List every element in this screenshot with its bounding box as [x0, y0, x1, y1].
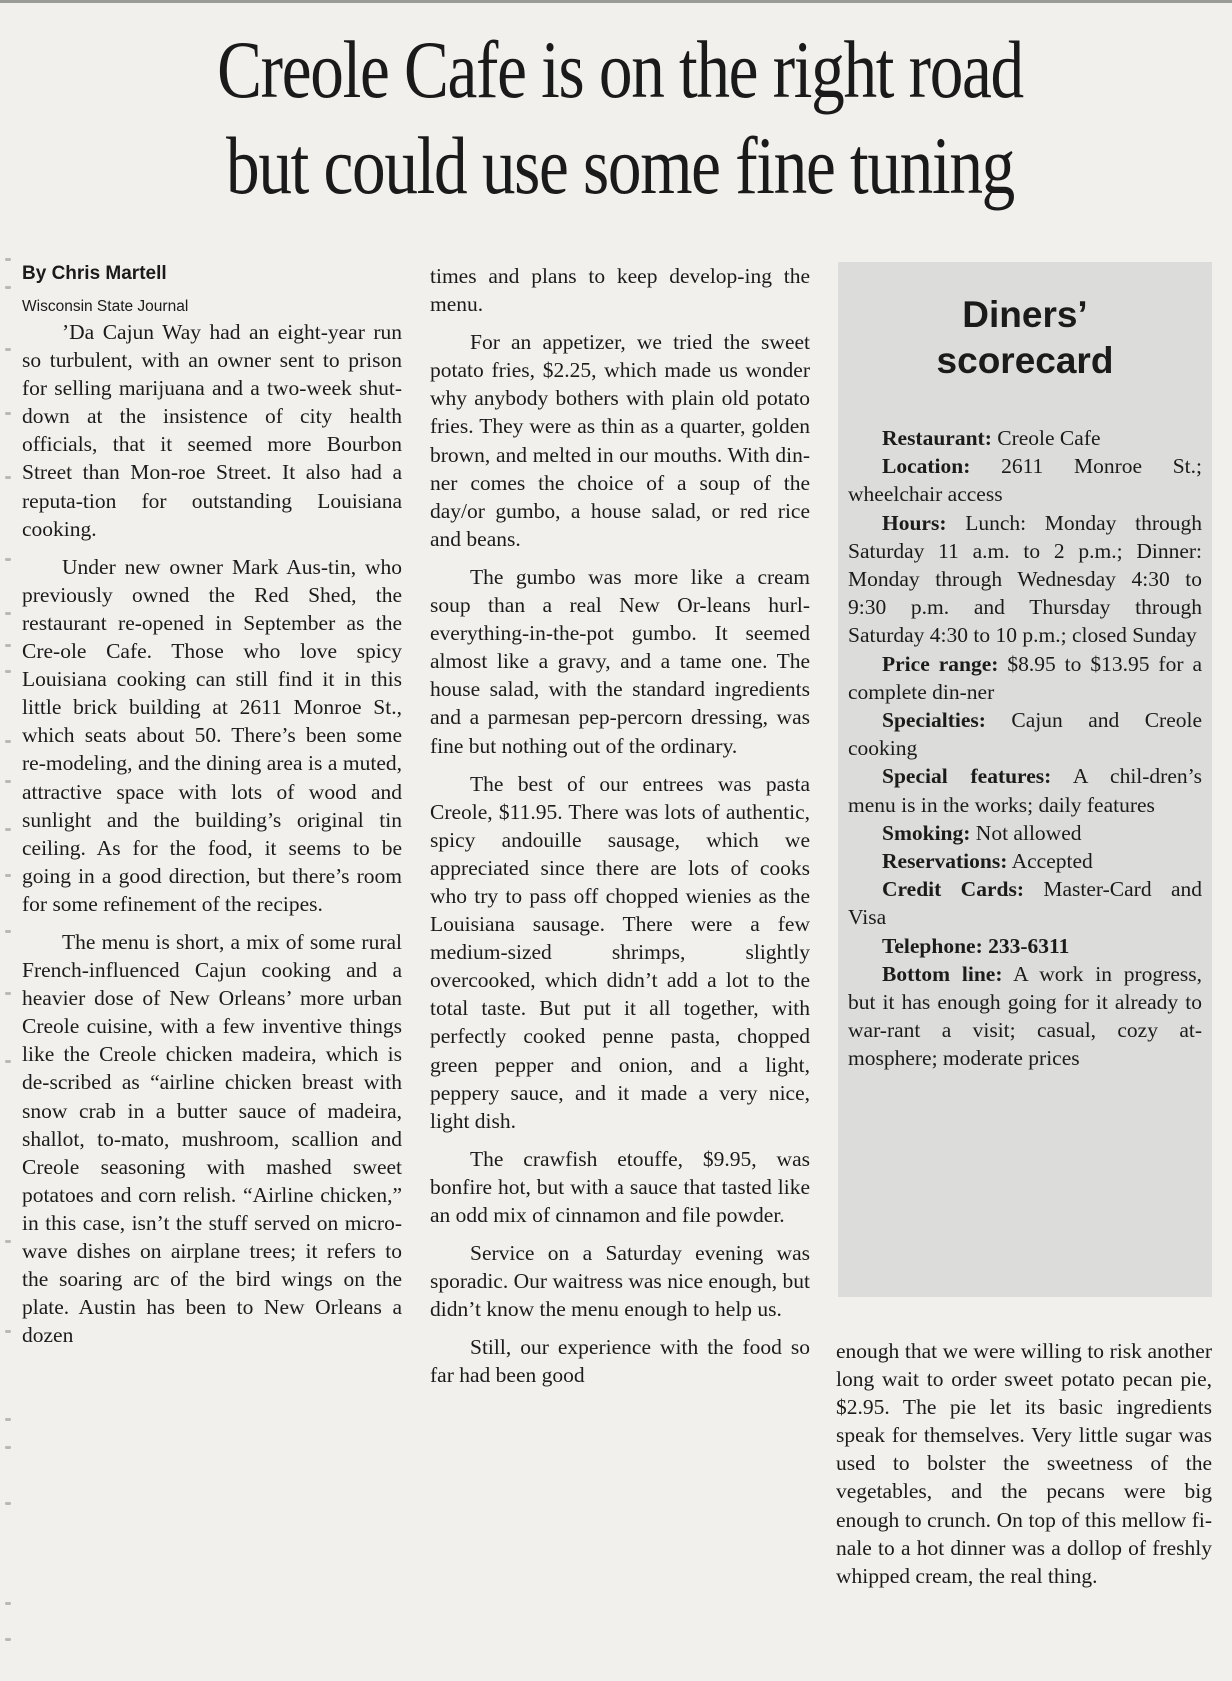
headline-line-2: but could use some fine tuning	[226, 120, 1014, 211]
scorecard-value: Accepted	[1011, 849, 1093, 874]
scorecard-item-smoking	[848, 819, 1202, 847]
scorecard-label: Price range:	[882, 651, 999, 676]
scorecard-label: Specialties:	[882, 708, 986, 733]
affiliation: Wisconsin State Journal	[22, 298, 189, 315]
byline: By Chris Martell	[22, 263, 167, 284]
scorecard-label: Restaurant:	[882, 426, 992, 450]
scorecard-label: Bottom line:	[882, 961, 1003, 986]
scorecard-item-telephone	[848, 932, 1202, 960]
scorecard-item-price-range	[848, 650, 1202, 706]
scorecard-label: Credit Cards:	[882, 877, 1024, 902]
scorecard-item-bottom-line	[848, 960, 1202, 1073]
scorecard-value: A chil-dren’s menu is in the works; daily features	[848, 764, 1202, 817]
scorecard-value: Creole Cafe	[997, 426, 1101, 450]
scorecard-title	[848, 292, 1202, 384]
scorecard-value: Lunch: Monday through Saturday 11 a.m. to 2 p.m.; Dinner: Monday through Wednesday 4:30 to 9:30 p.m. and Thursday through Saturday 4:30 to 10 p.m.; closed Sunday	[848, 510, 1202, 648]
scorecard-value: 2611 Monroe St.; wheelchair access	[848, 454, 1202, 507]
scorecard-item-credit-cards	[848, 875, 1202, 931]
article-column-2	[430, 262, 810, 1390]
article-paragraph: Service on a Saturday evening was sporadic. Our waitress was nice enough, but didn’t know the menu enough to help us.	[430, 1241, 810, 1322]
scorecard-label: Reservations:	[882, 849, 1008, 874]
scorecard-title-line-2: scorecard	[936, 340, 1114, 381]
scorecard-value: $8.95 to $13.95 for a complete din-ner	[848, 651, 1202, 704]
diners-scorecard-box	[838, 262, 1212, 1297]
scorecard-value: A work in progress, but it has enough going for it already to war-rant a visit; casual, cozy at-mosphere; moderate prices	[848, 961, 1202, 1071]
left-margin-bleed	[0, 240, 18, 1660]
scorecard-item-restaurant	[848, 424, 1202, 452]
scorecard-item-reservations	[848, 847, 1202, 875]
article-column-1	[22, 262, 402, 1349]
headline-line-1: Creole Cafe is on the right road	[217, 24, 1023, 115]
scorecard-item-special-features	[848, 762, 1202, 818]
article-paragraph: times and plans to keep develop-ing the menu.	[430, 264, 810, 317]
scorecard-value: Not allowed	[975, 820, 1082, 845]
scorecard-label: Location:	[882, 454, 971, 479]
scorecard-label: Telephone:	[882, 933, 983, 958]
article-paragraph: The best of our entrees was pasta Creole, $11.95. There was lots of authentic, spicy andouille sausage, which we appreciated since there are lots of cooks who try to pass off chopped wienies as the Louisiana sausage. There were a few medium-sized shrimps, slightly overcooked, which didn’t add a lot to the total taste. But put it all together, with perfectly cooked penne pasta, chopped green pepper and onion, and a light, peppery sauce, and it made a very nice, light dish.	[430, 771, 810, 1133]
scorecard-value: Cajun and Creole cooking	[848, 708, 1202, 761]
scorecard-value: Master-Card and Visa	[848, 877, 1202, 930]
article-paragraph: The menu is short, a mix of some rural French-influenced Cajun cooking and a heavier dose of New Orleans’ more urban Creole cuisine, with a few inventive things like the Creole chicken madeira, which is de-scribed as “airline chicken breast with snow crab in a butter sauce of madeira, shallot, to-mato, mushroom, scallion and Creole seasoning with mashed sweet potatoes and corn relish. “Airline chicken,” in this case, isn’t the stuff served on micro-wave dishes on airplane trees; it refers to the soaring arc of the bird wings on the plate. Austin has been to New Orleans a dozen	[22, 929, 402, 1348]
headline	[144, 22, 1095, 214]
article-paragraph: enough that we were willing to risk another long wait to order sweet potato pecan pie, $2.95. The pie let its basic ingredients speak for themselves. Very little sugar was used to bolster the sweetness of the vegetables, and the pecans were big enough to crunch. On top of this mellow fi-nale to a hot dinner was a dollop of freshly whipped cream, the real thing.	[836, 1339, 1212, 1588]
article-column-3	[836, 1337, 1212, 1590]
article-paragraph: Under new owner Mark Aus-tin, who previously owned the Red Shed, the restaurant re-opened in September as the Cre-ole Cafe. Those who love spicy Louisiana cooking can still find it in this little brick building at 2611 Monroe St., which seats about 50. There’s been some re-modeling, and the dining area is a muted, attractive space with lots of wood and sunlight and the building’s original tin ceiling. As for the food, it seems to be going in a good direction, but there’s room for some refinement of the recipes.	[22, 554, 402, 916]
scorecard-item-hours	[848, 509, 1202, 650]
article-paragraph: The crawfish etouffe, $9.95, was bonfire hot, but with a sauce that tasted like an odd mix of cinnamon and file powder.	[430, 1146, 810, 1227]
article-paragraph: The gumbo was more like a cream soup than a real New Or-leans hurl-everything-in-the-pot gumbo. It seemed almost like a gravy, and a tame one. The house salad, with the standard ingredients and a parmesan pep-percorn dressing, was fine but nothing out of the ordinary.	[430, 564, 810, 758]
article-paragraph: ’Da Cajun Way had an eight-year run so turbulent, with an owner sent to prison for selling marijuana and a two-week shut-down at the insistence of city health officials, that it seemed more Bourbon Street than Mon-roe Street. It also had a reputa-tion for outstanding Louisiana cooking.	[22, 320, 402, 541]
scorecard-item-specialties	[848, 706, 1202, 762]
scorecard-label: Hours:	[882, 510, 947, 535]
scorecard-value: 233-6311	[988, 933, 1070, 958]
scorecard-label: Special features:	[882, 764, 1052, 789]
scorecard-item-location	[848, 452, 1202, 508]
scorecard-title-line-1: Diners’	[962, 294, 1088, 335]
article-paragraph: For an appetizer, we tried the sweet potato fries, $2.25, which made us wonder why anybody bothers with plain old potato fries. They were as thin as a quarter, golden brown, and melted in our mouths. With din-ner comes the choice of a soup of the day/or gumbo, a house salad, or red rice and beans.	[430, 330, 810, 551]
scorecard-label: Smoking:	[882, 820, 971, 845]
article-paragraph: Still, our experience with the food so far had been good	[430, 1335, 810, 1388]
top-rule	[0, 0, 1232, 3]
